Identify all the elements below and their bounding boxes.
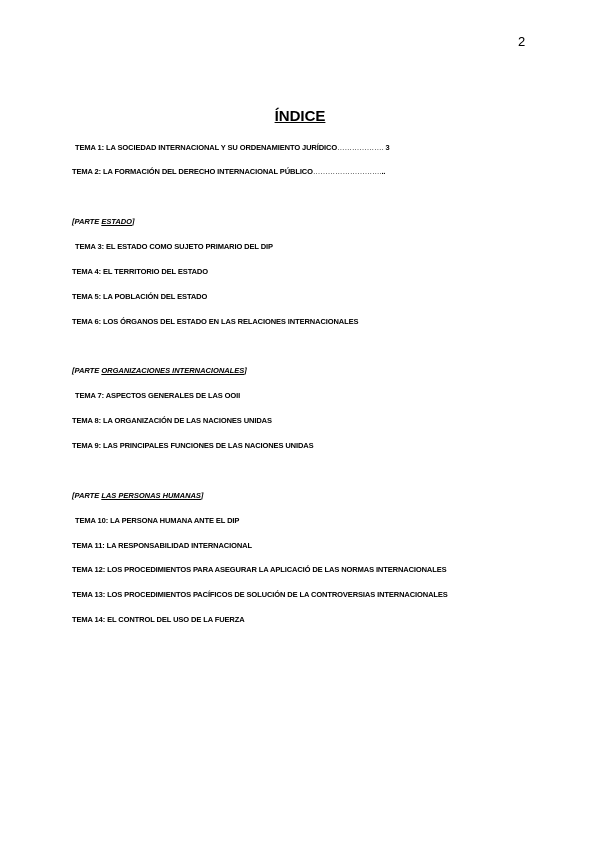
part-heading-estado bbox=[72, 217, 135, 226]
page-number: 2 bbox=[518, 34, 526, 49]
part-suffix: ] bbox=[132, 217, 135, 226]
part-heading-organizaciones bbox=[72, 366, 247, 375]
part-name: ORGANIZACIONES INTERNACIONALES bbox=[101, 366, 245, 375]
toc-entry-tema-6[interactable]: TEMA 6: LOS ÓRGANOS DEL ESTADO EN LAS RELACIONES INTERNACIONALES bbox=[72, 317, 359, 326]
toc-entry-tema-14[interactable]: TEMA 14: EL CONTROL DEL USO DE LA FUERZA bbox=[72, 615, 245, 624]
toc-entry-label: TEMA 2: LA FORMACIÓN DEL DERECHO INTERNACIONAL PÚBLICO bbox=[72, 167, 313, 176]
toc-leader-dots: ………………………. bbox=[312, 167, 382, 176]
toc-page-ref: 3 bbox=[383, 143, 390, 152]
toc-entry-tema-2[interactable] bbox=[72, 167, 532, 176]
toc-entry-tema-7[interactable]: TEMA 7: ASPECTOS GENERALES DE LAS OOII bbox=[75, 391, 241, 400]
part-prefix: [PARTE bbox=[72, 217, 102, 226]
toc-entry-tema-13[interactable]: TEMA 13: LOS PROCEDIMIENTOS PACÍFICOS DE SOLUCIÓN DE LA CONTROVERSIAS INTERNACIONALES bbox=[72, 590, 448, 599]
toc-entry-tema-1[interactable] bbox=[75, 143, 535, 152]
toc-entry-tema-11[interactable]: TEMA 11: LA RESPONSABILIDAD INTERNACIONAL bbox=[72, 541, 252, 550]
part-prefix: [PARTE bbox=[72, 366, 102, 375]
part-suffix: ] bbox=[244, 366, 247, 375]
page-title: ÍNDICE bbox=[274, 108, 326, 125]
part-name: ESTADO bbox=[101, 217, 133, 226]
toc-entry-tema-8[interactable]: TEMA 8: LA ORGANIZACIÓN DE LAS NACIONES UNIDAS bbox=[72, 416, 272, 425]
part-name: LAS PERSONAS HUMANAS bbox=[101, 491, 201, 500]
part-prefix: [PARTE bbox=[72, 491, 102, 500]
toc-page-ref: .. bbox=[381, 167, 386, 176]
toc-entry-label: TEMA 1: LA SOCIEDAD INTERNACIONAL Y SU ORDENAMIENTO JURÍDICO bbox=[75, 143, 338, 152]
part-suffix: ] bbox=[200, 491, 204, 500]
toc-entry-tema-12[interactable]: TEMA 12: LOS PROCEDIMIENTOS PARA ASEGURAR LA APLICACIÓ DE LAS NORMAS INTERNACIONALES bbox=[72, 565, 447, 574]
toc-entry-tema-3[interactable]: TEMA 3: EL ESTADO COMO SUJETO PRIMARIO DEL DIP bbox=[75, 242, 273, 251]
toc-entry-tema-9[interactable]: TEMA 9: LAS PRINCIPALES FUNCIONES DE LAS NACIONES UNIDAS bbox=[72, 441, 314, 450]
toc-leader-dots: ………………. bbox=[337, 143, 384, 152]
toc-entry-tema-5[interactable]: TEMA 5: LA POBLACIÓN DEL ESTADO bbox=[72, 292, 208, 301]
part-heading-personas-humanas bbox=[72, 491, 203, 500]
toc-entry-tema-10[interactable]: TEMA 10: LA PERSONA HUMANA ANTE EL DIP bbox=[75, 516, 240, 525]
toc-entry-tema-4[interactable]: TEMA 4: EL TERRITORIO DEL ESTADO bbox=[72, 267, 208, 276]
